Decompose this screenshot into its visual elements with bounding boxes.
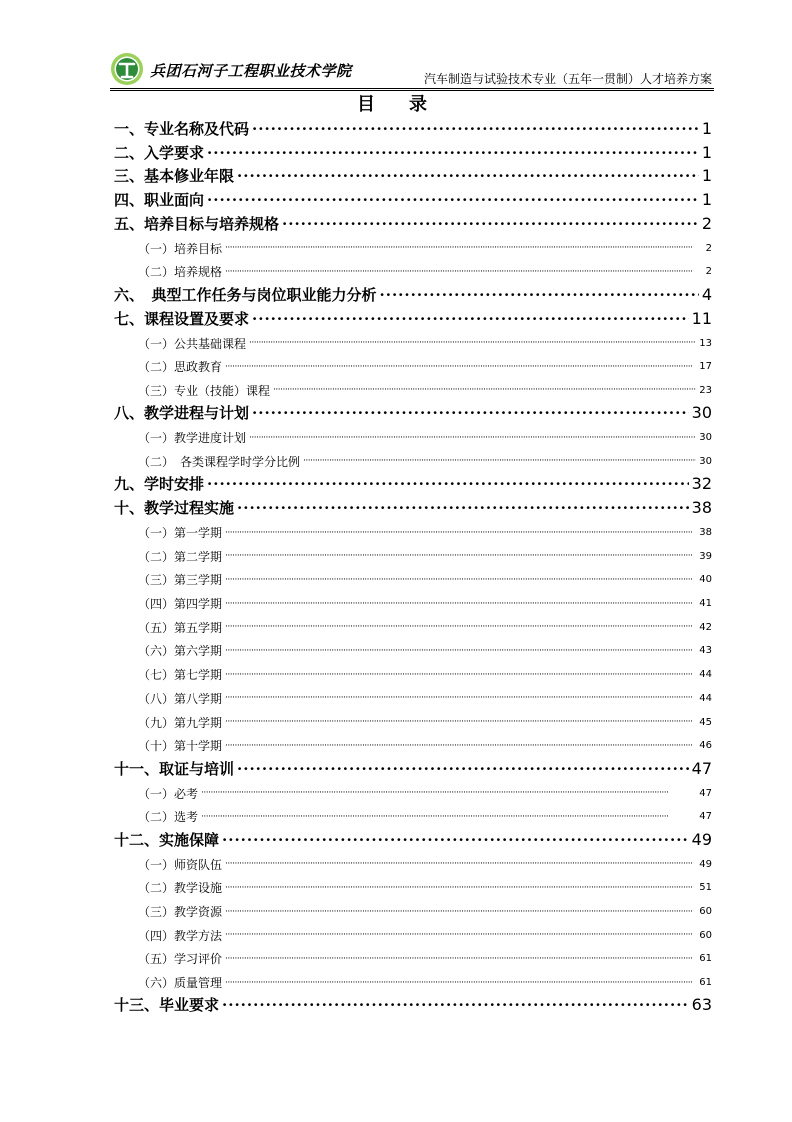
toc-subentry[interactable] — [114, 379, 712, 403]
toc-leader-dots — [225, 670, 696, 680]
toc-leader-dots — [225, 859, 696, 869]
toc-page-number: 2 — [705, 242, 712, 254]
toc-entry-title: （三）专业（技能）课程 — [138, 383, 271, 398]
toc-entry-title: （二）第二学期 — [138, 549, 223, 564]
toc-leader-dots — [225, 741, 696, 751]
toc-entry-title: 一、专业名称及代码 — [114, 120, 250, 138]
toc-leader-dots — [225, 907, 696, 917]
toc-subentry[interactable] — [114, 450, 712, 474]
school-name: 兵团石河子工程职业技术学院 — [150, 62, 352, 80]
toc-subentry[interactable] — [114, 923, 712, 947]
document-subtitle: 汽车制造与试验技术专业（五年一贯制）人才培养方案 — [423, 72, 712, 86]
toc-subentry[interactable] — [114, 615, 712, 639]
toc-subentry[interactable] — [114, 544, 712, 568]
toc-page-number: 13 — [699, 337, 712, 349]
toc-leader-dots — [225, 575, 696, 585]
toc-subentry[interactable] — [114, 260, 712, 284]
toc-page-number: 42 — [699, 621, 712, 633]
toc-entry[interactable] — [114, 994, 712, 1018]
toc-leader-dots — [249, 433, 696, 443]
toc-entry[interactable] — [114, 473, 712, 497]
toc-entry[interactable] — [114, 165, 712, 189]
toc-page-number: 1 — [701, 166, 712, 186]
toc-entry-title: （五）第五学期 — [138, 620, 223, 635]
toc-subentry[interactable] — [114, 876, 712, 900]
toc-subentry[interactable] — [114, 947, 712, 971]
toc-entry-title: （二）选考 — [138, 810, 199, 825]
toc-entry-title: 九、学时安排 — [114, 475, 205, 494]
toc-leader-dots — [207, 144, 699, 162]
toc-leader-dots — [273, 385, 696, 395]
toc-subentry[interactable] — [114, 355, 712, 379]
toc-entry-title: （一）教学进度计划 — [138, 431, 247, 446]
toc-leader-dots — [225, 646, 696, 656]
toc-entry-title: （一）公共基础课程 — [138, 336, 247, 351]
toc-subentry[interactable] — [114, 639, 712, 663]
toc-entry-title: 七、课程设置及要求 — [114, 309, 250, 328]
toc-subentry[interactable] — [114, 592, 712, 616]
toc-page-number: 44 — [699, 669, 712, 681]
toc-leader-dots — [225, 978, 696, 988]
toc-entry-title: （二）培养规格 — [138, 265, 223, 280]
toc-subentry[interactable] — [114, 663, 712, 687]
toc-leader-dots — [225, 930, 696, 940]
toc-page-number: 61 — [699, 977, 712, 989]
toc-page-number: 39 — [699, 550, 712, 562]
toc-entry[interactable] — [114, 142, 712, 166]
toc-entry-title: 十一、取证与培训 — [114, 759, 235, 778]
toc-page-number: 43 — [699, 645, 712, 657]
toc-leader-dots — [225, 362, 696, 372]
toc-entry[interactable] — [114, 118, 712, 142]
toc-entry-title: （二）思政教育 — [138, 360, 223, 375]
toc-subentry[interactable] — [114, 236, 712, 260]
toc-leader-dots — [225, 883, 696, 893]
toc-subentry[interactable] — [114, 971, 712, 995]
toc-leader-dots — [225, 693, 696, 703]
toc-entry-title: （七）第七学期 — [138, 668, 223, 683]
toc-page-number: 49 — [699, 858, 712, 870]
toc-subentry[interactable] — [114, 687, 712, 711]
toc-page-number: 4 — [701, 284, 712, 304]
toc-entry-title: （一）培养目标 — [138, 241, 223, 256]
toc-leader-dots — [225, 622, 696, 632]
toc-page-number: 23 — [699, 384, 712, 396]
toc-leader-dots — [225, 528, 696, 538]
toc-page-number: 46 — [699, 740, 712, 752]
toc-leader-dots — [252, 120, 699, 138]
toc-page-number: 47 — [699, 811, 712, 823]
school-logo-icon — [110, 52, 144, 86]
toc-page-number: 40 — [699, 574, 712, 586]
toc-page-number: 44 — [699, 692, 712, 704]
toc-page-number: 47 — [699, 787, 712, 799]
toc-entry-title: 二、入学要求 — [114, 143, 205, 162]
toc-page-number: 38 — [699, 527, 712, 539]
toc-subentry[interactable] — [114, 781, 712, 805]
toc-entry-title: 十、教学过程实施 — [114, 499, 235, 517]
toc-leader-dots — [222, 996, 689, 1014]
toc-leader-dots — [201, 812, 696, 822]
toc-leader-dots — [237, 167, 699, 185]
table-of-contents — [114, 118, 712, 1018]
toc-subentry[interactable] — [114, 710, 712, 734]
toc-page-number: 49 — [691, 829, 712, 849]
toc-subentry[interactable] — [114, 568, 712, 592]
toc-entry-title: （四）第四学期 — [138, 597, 223, 612]
toc-entry-title: （四）教学方法 — [138, 928, 223, 943]
toc-entry-title: 五、培养目标与培养规格 — [114, 214, 280, 233]
toc-page-number: 60 — [699, 906, 712, 918]
toc-page-number: 45 — [699, 716, 712, 728]
toc-entry[interactable] — [114, 189, 712, 213]
toc-entry-title: （三）教学资源 — [138, 905, 223, 920]
toc-title: 目 录 — [357, 94, 435, 115]
toc-leader-dots — [222, 831, 689, 849]
toc-entry[interactable] — [114, 284, 712, 308]
toc-page-number: 30 — [699, 432, 712, 444]
toc-leader-dots — [225, 717, 696, 727]
toc-leader-dots — [225, 267, 703, 277]
toc-page-number: 60 — [699, 929, 712, 941]
toc-entry-title: 四、职业面向 — [114, 191, 205, 210]
toc-entry-title: （六）第六学期 — [138, 644, 223, 659]
toc-page-number: 11 — [691, 308, 712, 328]
toc-entry[interactable] — [114, 497, 712, 521]
toc-entry-title: （一）第一学期 — [138, 526, 223, 541]
toc-page-number: 47 — [691, 758, 712, 778]
toc-page-number: 1 — [701, 190, 712, 210]
toc-page-number: 32 — [691, 474, 712, 494]
toc-leader-dots — [282, 215, 699, 233]
toc-subentry[interactable] — [114, 521, 712, 545]
toc-leader-dots — [225, 599, 696, 609]
toc-leader-dots — [303, 456, 696, 466]
toc-page-number: 1 — [701, 119, 712, 138]
toc-page-number: 51 — [699, 882, 712, 894]
toc-entry-title: 十三、毕业要求 — [114, 996, 220, 1015]
toc-leader-dots — [252, 310, 689, 328]
toc-entry-title: 六、 典型工作任务与岗位职业能力分析 — [114, 285, 377, 304]
toc-subentry[interactable] — [114, 331, 712, 355]
toc-page-number: 2 — [705, 266, 712, 278]
toc-entry[interactable] — [114, 213, 712, 237]
toc-leader-dots — [237, 499, 689, 517]
toc-entry-title: 三、基本修业年限 — [114, 167, 235, 186]
toc-entry-title: （九）第九学期 — [138, 715, 223, 730]
toc-entry-title: （六）质量管理 — [138, 976, 223, 991]
toc-entry-title: 八、教学进程与计划 — [114, 404, 250, 423]
toc-entry-title: （三）第三学期 — [138, 573, 223, 588]
toc-entry-title: （十）第十学期 — [138, 739, 223, 754]
toc-entry-title: （二）教学设施 — [138, 881, 223, 896]
toc-subentry[interactable] — [114, 426, 712, 450]
toc-entry[interactable] — [114, 829, 712, 853]
toc-page-number: 1 — [701, 142, 712, 162]
toc-leader-dots — [225, 243, 703, 253]
toc-leader-dots — [207, 475, 689, 493]
toc-page-number: 30 — [691, 403, 712, 423]
toc-page-number: 30 — [699, 455, 712, 467]
toc-subentry[interactable] — [114, 852, 712, 876]
toc-entry[interactable] — [114, 402, 712, 426]
page-header — [110, 50, 712, 90]
toc-leader-dots — [380, 286, 699, 304]
toc-leader-dots — [225, 954, 696, 964]
toc-page-number: 41 — [699, 598, 712, 610]
toc-leader-dots — [201, 788, 696, 798]
toc-subentry[interactable] — [114, 900, 712, 924]
toc-entry-title: （一）师资队伍 — [138, 857, 223, 872]
toc-page-number: 38 — [691, 498, 712, 517]
toc-leader-dots — [225, 551, 696, 561]
toc-leader-dots — [252, 404, 689, 422]
toc-entry-title: （五）学习评价 — [138, 952, 223, 967]
toc-page-number: 63 — [691, 995, 712, 1015]
toc-leader-dots — [237, 760, 689, 778]
toc-page-number: 17 — [699, 361, 712, 373]
toc-entry[interactable] — [114, 308, 712, 332]
toc-entry-title: （二） 各类课程学时学分比例 — [138, 454, 301, 469]
toc-subentry[interactable] — [114, 805, 712, 829]
toc-leader-dots — [207, 191, 699, 209]
toc-page-number: 2 — [701, 213, 712, 233]
toc-entry-title: （八）第八学期 — [138, 691, 223, 706]
toc-leader-dots — [249, 338, 696, 348]
toc-page-number: 61 — [699, 953, 712, 965]
toc-entry[interactable] — [114, 758, 712, 782]
toc-subentry[interactable] — [114, 734, 712, 758]
toc-entry-title: 十二、实施保障 — [114, 830, 220, 849]
toc-entry-title: （一）必考 — [138, 786, 199, 801]
